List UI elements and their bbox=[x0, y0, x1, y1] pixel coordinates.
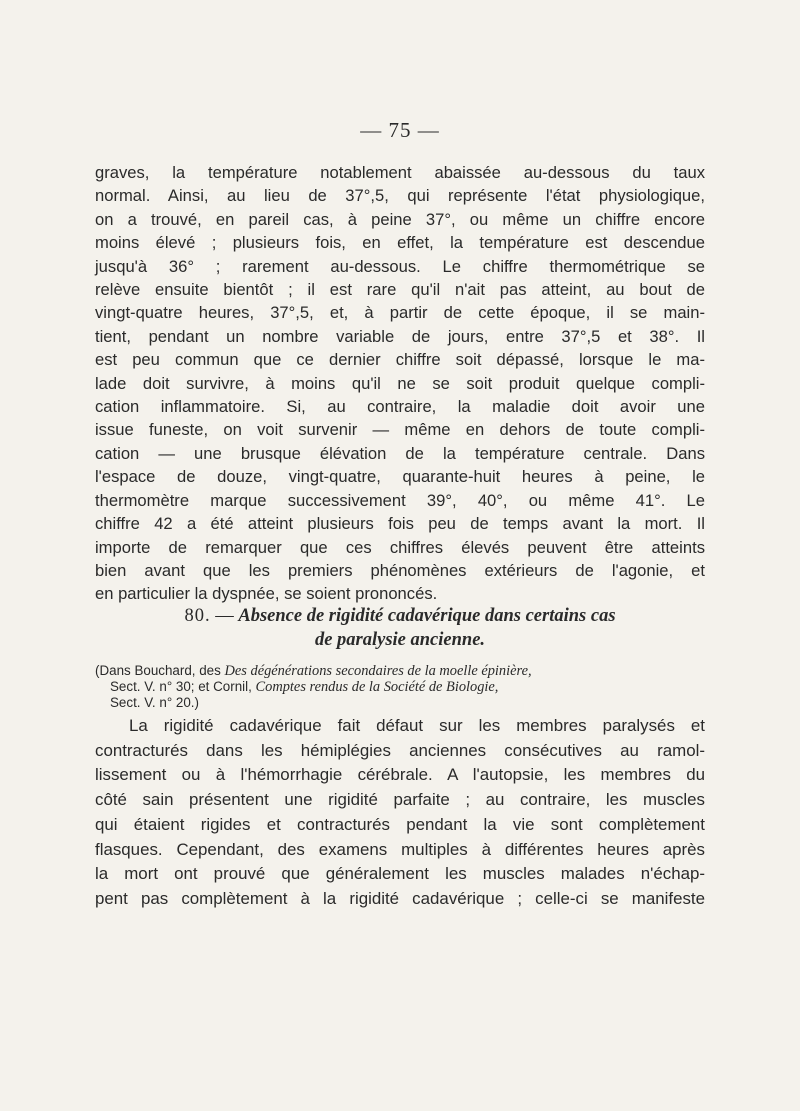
text-line: vingt-quatre heures, 37°,5, et, à partir de cette époque, il se main- bbox=[95, 303, 705, 323]
text-line: qui étaient rigides et contracturés pendant la vie sont complètement bbox=[95, 814, 705, 834]
text-line: contracturés dans les hémiplégies anciennes consécutives au ramol- bbox=[95, 740, 705, 760]
text-line: en particulier la dyspnée, se soient prononcés. bbox=[95, 584, 438, 604]
text-line: relève ensuite bientôt ; il est rare qu'il n'ait pas atteint, au bout de bbox=[95, 280, 705, 300]
text-line: chiffre 42 a été atteint plusieurs fois peu de temps avant la mort. Il bbox=[95, 514, 705, 534]
citation-line-2 bbox=[95, 679, 705, 695]
citation-line-3 bbox=[95, 695, 705, 710]
text-line: côté sain présentent une rigidité parfaite ; au contraire, les muscles bbox=[95, 790, 705, 810]
citation-part-a: (Dans Bouchard, des bbox=[95, 663, 225, 678]
text-line: la mort ont prouvé que généralement les muscles malades n'échap- bbox=[95, 864, 705, 884]
citation-title-b: Comptes rendus de la Société de Biologie, bbox=[255, 679, 499, 695]
text-line: l'espace de douze, vingt-quatre, quarante-huit heures à peine, le bbox=[95, 467, 705, 487]
text-line: on a trouvé, en pareil cas, à peine 37°, ou même un chiffre encore bbox=[95, 209, 705, 229]
text-line: lissement ou à l'hémorrhagie cérébrale. A l'autopsie, les membres du bbox=[95, 765, 705, 785]
citation-title-a: Des dégénérations secondaires de la moelle épinière, bbox=[224, 663, 532, 679]
citation bbox=[95, 663, 705, 710]
text-line: jusqu'à 36° ; rarement au-dessous. Le chiffre thermométrique se bbox=[95, 256, 705, 276]
text-line: lade doit survivre, à moins qu'il ne se soit produit quelque compli- bbox=[95, 373, 705, 393]
section-dash: — bbox=[210, 606, 239, 626]
paragraph-temperature bbox=[95, 161, 705, 606]
paragraph-rigidity bbox=[95, 714, 705, 912]
section-heading bbox=[95, 604, 705, 652]
citation-part-b: Sect. V. n° 30; et Cornil, bbox=[110, 679, 256, 694]
text-line: moins élevé ; plusieurs fois, en effet, la température est descendue bbox=[95, 233, 705, 253]
text-line: pent pas complètement à la rigidité cadavérique ; celle-ci se manifeste bbox=[95, 888, 705, 908]
text-line: La rigidité cadavérique fait défaut sur les membres paralysés et bbox=[129, 716, 705, 735]
page-number: — 75 — bbox=[360, 118, 440, 142]
section-title-line-2: de paralysie ancienne. bbox=[314, 630, 486, 650]
text-line: importe de remarquer que ces chiffres élevés peuvent être atteints bbox=[95, 537, 705, 557]
text-line: cation — une brusque élévation de la température centrale. Dans bbox=[95, 443, 705, 463]
text-line: issue funeste, on voit survenir — même en dehors de toute compli- bbox=[95, 420, 705, 440]
text-line: flasques. Cependant, des examens multiples à différentes heures après bbox=[95, 839, 705, 859]
section-number: 80. bbox=[184, 606, 211, 626]
text-line: bien avant que les premiers phénomènes extérieurs de l'agonie, et bbox=[95, 560, 705, 580]
text-line: graves, la température notablement abaissée au-dessous du taux bbox=[95, 163, 705, 182]
text-line: est peu commun que ce dernier chiffre soit dépassé, lorsque le ma- bbox=[95, 350, 705, 370]
citation-part-c: Sect. V. n° 20.) bbox=[110, 695, 199, 710]
section-title-line-1: Absence de rigidité cadavérique dans certains cas bbox=[238, 606, 616, 626]
text-line: thermomètre marque successivement 39°, 40°, ou même 41°. Le bbox=[95, 490, 705, 510]
text-line: cation inflammatoire. Si, au contraire, la maladie doit avoir une bbox=[95, 397, 705, 417]
text-line: tient, pendant un nombre variable de jours, entre 37°,5 et 38°. Il bbox=[95, 326, 705, 346]
text-line: normal. Ainsi, au lieu de 37°,5, qui représente l'état physiologique, bbox=[95, 186, 705, 206]
